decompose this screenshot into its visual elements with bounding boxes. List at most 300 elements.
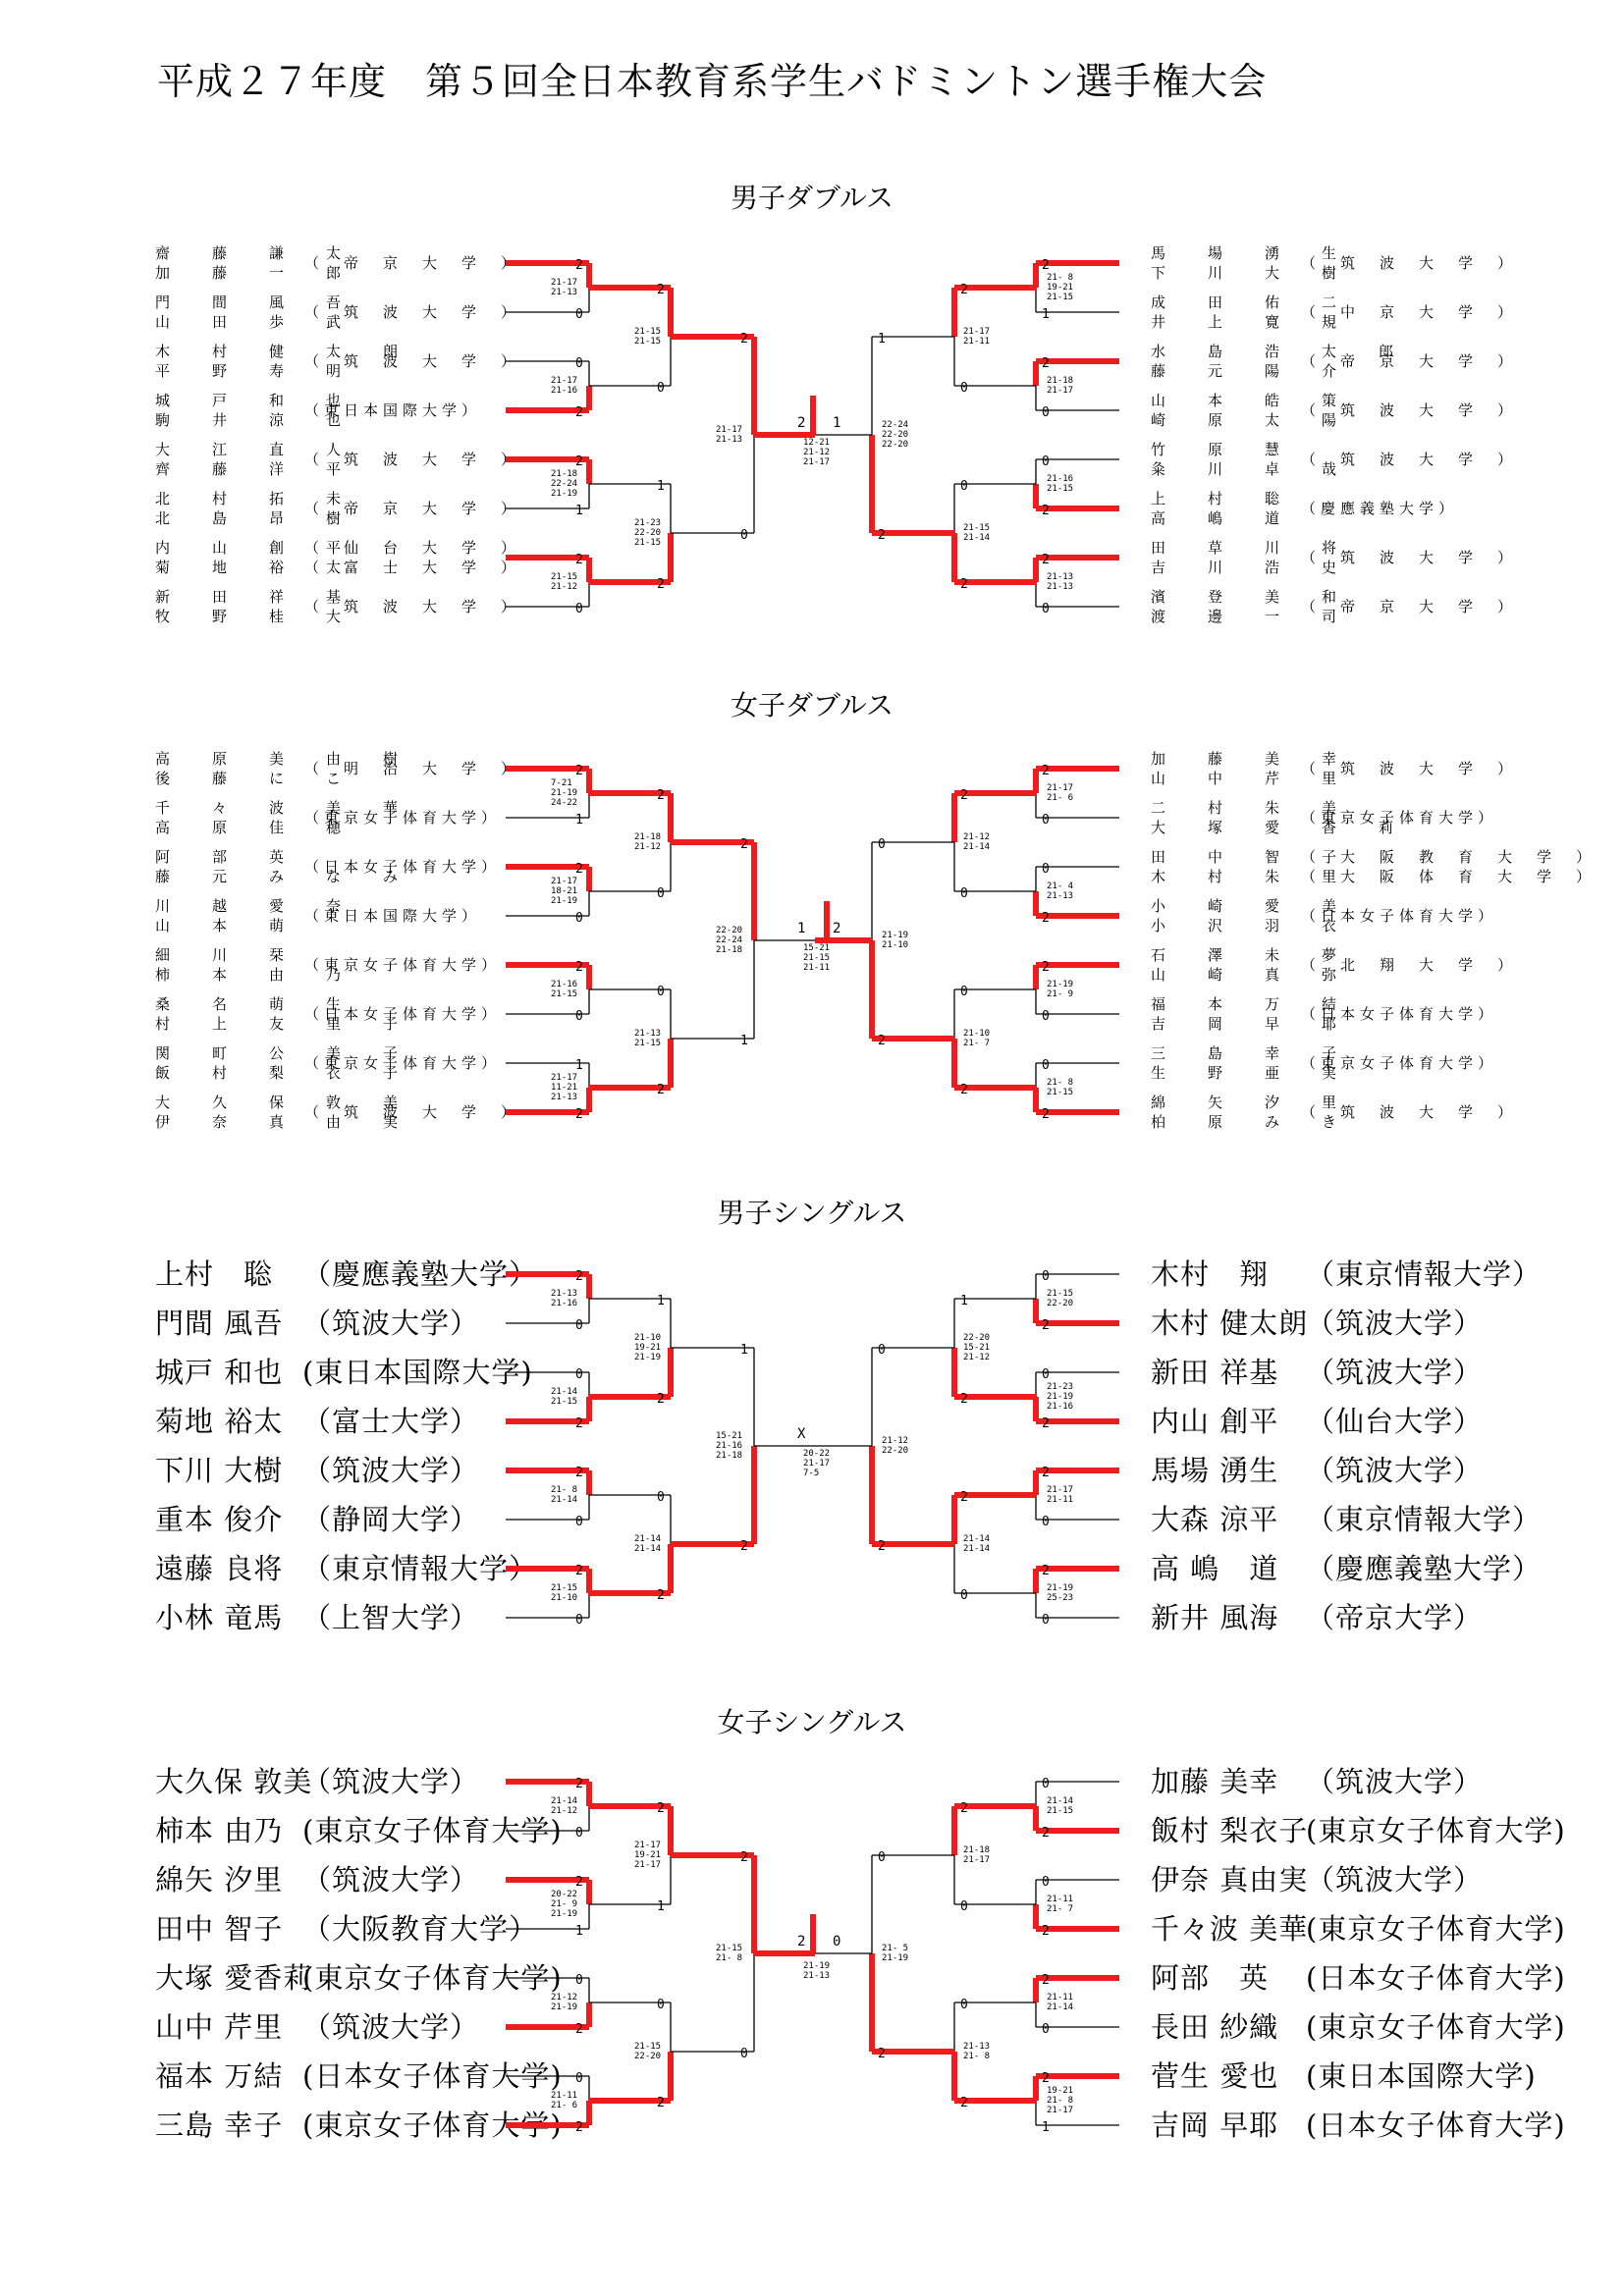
games-won: 2 bbox=[1042, 258, 1050, 273]
games-won: 2 bbox=[1042, 911, 1050, 926]
match-score: 21-13 bbox=[963, 2042, 991, 2052]
player-name: 石 澤 未 夢 bbox=[1151, 946, 1351, 964]
games-won: 0 bbox=[740, 528, 748, 543]
player-name: 小林 竜馬 bbox=[155, 1601, 284, 1634]
match-score: 21-19 bbox=[882, 931, 909, 940]
games-won: 0 bbox=[878, 837, 886, 852]
match-score: 21- 8 bbox=[1047, 2096, 1074, 2106]
final-score: 21-19 bbox=[803, 1961, 831, 1971]
player-name: 綿矢 汐里 bbox=[155, 1863, 284, 1896]
player-name: 重本 俊介 bbox=[155, 1503, 284, 1536]
match-score: 20-22 bbox=[551, 1890, 578, 1899]
match-score: 21-19 bbox=[1047, 1583, 1074, 1593]
games-won: 0 bbox=[1042, 454, 1050, 469]
final-score: 21-15 bbox=[803, 953, 831, 963]
games-won: 2 bbox=[575, 764, 583, 778]
games-won: 2 bbox=[1042, 764, 1050, 778]
match-score: 21-19 bbox=[551, 1909, 578, 1919]
games-won: 2 bbox=[575, 553, 583, 567]
player-name: 井 上 寛 規 bbox=[1151, 313, 1351, 331]
match-score: 21-11 bbox=[551, 2091, 578, 2101]
player-name: 城 戸 和 也 bbox=[155, 392, 355, 409]
match-score: 21-15 bbox=[551, 989, 578, 999]
player-name: 下 川 大 樹 bbox=[1151, 264, 1351, 282]
games-won: 0 bbox=[878, 1343, 886, 1358]
school-name: （東京情報大学） bbox=[1306, 1257, 1543, 1291]
page-title: 平成２７年度 第５回全日本教育系学生バドミントン選手権大会 bbox=[157, 60, 1268, 103]
school-name: （ 筑 波 大 学 ） bbox=[304, 451, 521, 468]
games-won: 2 bbox=[575, 1416, 583, 1431]
player-name: 門間 風吾 bbox=[155, 1307, 284, 1340]
games-won: 2 bbox=[1042, 1564, 1050, 1578]
school-name: （静岡大学） bbox=[302, 1503, 480, 1536]
games-won: 0 bbox=[960, 1998, 968, 2012]
games-won: 0 bbox=[1042, 405, 1050, 420]
player-name: 藤 元 陽 介 bbox=[1151, 362, 1351, 380]
match-score: 21-11 bbox=[1047, 1993, 1074, 2002]
match-score: 21-18 bbox=[634, 832, 662, 842]
match-score: 25-23 bbox=[1047, 1593, 1074, 1603]
match-score: 21-15 bbox=[551, 1397, 578, 1407]
games-won: 2 bbox=[657, 1588, 665, 1603]
games-won: 2 bbox=[960, 1392, 968, 1407]
player-name: 濱 登 美 和 bbox=[1151, 588, 1351, 606]
match-score: 21-13 bbox=[1047, 891, 1074, 901]
player-name: 木 村 健 太 朗 bbox=[155, 343, 412, 360]
player-name: 山 本 萌 bbox=[155, 917, 298, 934]
player-name: 高 嶋 道 bbox=[1151, 1552, 1279, 1585]
school-name: （ 中 京 大 学 ） bbox=[1301, 303, 1518, 321]
match-score: 21-10 bbox=[634, 1333, 662, 1343]
match-score: 21-13 bbox=[716, 435, 743, 445]
school-name: （筑波大学） bbox=[1306, 1454, 1484, 1487]
games-won: 2 bbox=[1042, 1826, 1050, 1841]
match-score: 21-15 bbox=[634, 1039, 662, 1048]
player-name: 山 崎 真 弥 bbox=[1151, 966, 1351, 984]
games-won: 2 bbox=[575, 2022, 583, 2037]
school-name: （東京女子体育大学） bbox=[1301, 1054, 1498, 1072]
player-name: 村 上 友 里 子 bbox=[155, 1015, 412, 1033]
match-score: 21-17 bbox=[1047, 1485, 1074, 1495]
school-name: （東日本国際大学） bbox=[304, 401, 482, 419]
player-name: 渡 邊 一 司 bbox=[1151, 608, 1351, 625]
match-score: 22-20 bbox=[634, 528, 662, 538]
player-name: 齋 藤 謙 太 bbox=[155, 244, 355, 262]
games-won: 0 bbox=[575, 1613, 583, 1628]
match-score: 21-14 bbox=[634, 1534, 662, 1544]
school-name: （ 筑 波 大 学 ） bbox=[1301, 760, 1518, 777]
player-name: 竹 原 慧 bbox=[1151, 441, 1294, 458]
match-score: 19-21 bbox=[634, 1850, 662, 1860]
games-won: 2 bbox=[657, 577, 665, 592]
player-name: 加 藤 一 郎 bbox=[155, 264, 355, 282]
school-name: （ 北 翔 大 学 ） bbox=[1301, 956, 1518, 974]
school-name: （筑波大学） bbox=[302, 1863, 480, 1896]
games-won: 1 bbox=[575, 813, 583, 828]
match-score: 21-14 bbox=[1047, 1796, 1074, 1806]
school-name: (東京女子体育大学) bbox=[302, 1814, 563, 1847]
school-name: （ 仙 台 大 学 ） bbox=[304, 539, 521, 557]
match-score: 21- 7 bbox=[1047, 1904, 1074, 1914]
match-score: 21-11 bbox=[1047, 1495, 1074, 1505]
games-won: 0 bbox=[960, 985, 968, 999]
player-name: 大塚 愛香莉 bbox=[155, 1961, 313, 1995]
player-name: 高 原 美 由 樹 bbox=[155, 750, 412, 768]
games-won: 0 bbox=[1042, 1515, 1050, 1529]
match-score: 21-16 bbox=[1047, 474, 1074, 484]
match-score: 21-15 bbox=[551, 1583, 578, 1593]
player-name: 福 本 万 結 bbox=[1151, 995, 1351, 1013]
player-name: 飯 村 梨 衣 子 bbox=[155, 1064, 412, 1082]
games-won: 0 bbox=[575, 1973, 583, 1988]
games-won: 0 bbox=[575, 1826, 583, 1841]
player-name: 柿 本 由 乃 bbox=[155, 966, 355, 984]
school-name: （ 筑 波 大 学 ） bbox=[1301, 254, 1518, 272]
school-name: （筑波大学） bbox=[1306, 1307, 1484, 1340]
player-name: 木村 翔 bbox=[1151, 1257, 1270, 1291]
match-score: 21-17 bbox=[1047, 2106, 1074, 2115]
final-score: 21-12 bbox=[803, 448, 831, 457]
player-name: 新井 風海 bbox=[1151, 1601, 1279, 1634]
school-name: (東京女子体育大学) bbox=[1306, 1814, 1566, 1847]
player-name: 阿 部 英 bbox=[155, 848, 298, 866]
games-won: 0 bbox=[1042, 1009, 1050, 1024]
games-won: 0 bbox=[960, 886, 968, 901]
games-won: 0 bbox=[960, 381, 968, 396]
match-score: 21-16 bbox=[716, 1441, 743, 1451]
match-score: 21-15 bbox=[1047, 1088, 1074, 1097]
school-name: （東京女子体育大学） bbox=[304, 809, 502, 827]
school-name: （ 筑 波 大 学 ） bbox=[1301, 451, 1518, 468]
match-score: 22-20 bbox=[882, 430, 909, 440]
match-score: 21-17 bbox=[551, 1073, 578, 1083]
match-score: 22-20 bbox=[963, 1333, 991, 1343]
match-score: 21-19 bbox=[551, 788, 578, 798]
match-score: 21-12 bbox=[882, 1436, 909, 1446]
games-won: 0 bbox=[657, 1490, 665, 1505]
player-name: 高 原 佳 穂 bbox=[155, 819, 355, 836]
school-name: （筑波大学） bbox=[302, 1307, 480, 1340]
section-title: 男子ダブルス bbox=[730, 182, 894, 214]
school-name: （ 帝 京 大 学 ） bbox=[304, 254, 521, 272]
school-name: (東京女子体育大学) bbox=[1306, 2010, 1566, 2044]
match-score: 21-12 bbox=[963, 832, 991, 842]
match-score: 21-13 bbox=[1047, 572, 1074, 582]
match-score: 22-20 bbox=[1047, 1299, 1074, 1308]
final-score: 21-13 bbox=[803, 1971, 831, 1981]
player-name: 水 島 浩 太 郎 bbox=[1151, 343, 1408, 360]
school-name: (日本女子体育大学) bbox=[302, 2059, 563, 2093]
match-score: 21-17 bbox=[1047, 783, 1074, 793]
match-score: 21-11 bbox=[963, 337, 991, 347]
school-name: （筑波大学） bbox=[1306, 1863, 1484, 1896]
games-won: 0 bbox=[575, 356, 583, 371]
match-score: 21- 9 bbox=[551, 1899, 578, 1909]
player-name: 大久保 敦美 bbox=[155, 1765, 313, 1798]
match-score: 21-17 bbox=[551, 278, 578, 288]
games-won: 1 bbox=[878, 332, 886, 347]
games-won: 2 bbox=[575, 2120, 583, 2135]
match-score: 21-17 bbox=[634, 1860, 662, 1870]
school-name: （筑波大学） bbox=[1306, 1765, 1484, 1798]
match-score: 22-20 bbox=[882, 1446, 909, 1456]
match-score: 21-18 bbox=[716, 945, 743, 955]
player-name: 大 久 保 敦 美 bbox=[155, 1094, 412, 1111]
match-score: 21-15 bbox=[634, 337, 662, 347]
player-name: 高 嶋 道 bbox=[1151, 509, 1294, 527]
school-name: （日本女子体育大学） bbox=[304, 858, 502, 876]
match-score: 21-14 bbox=[963, 1534, 991, 1544]
match-score: 21-18 bbox=[963, 1845, 991, 1855]
school-name: (東京女子体育大学) bbox=[302, 1961, 563, 1995]
games-won: 2 bbox=[960, 1801, 968, 1816]
match-score: 21-10 bbox=[963, 1029, 991, 1039]
player-name: 新田 祥基 bbox=[1151, 1356, 1279, 1389]
school-name: （ 大 阪 体 育 大 学 ） bbox=[1301, 868, 1597, 885]
games-won: 0 bbox=[1042, 1367, 1050, 1382]
player-name: 菅生 愛也 bbox=[1151, 2059, 1279, 2093]
final-score: 12-21 bbox=[803, 438, 831, 448]
match-score: 21-17 bbox=[551, 376, 578, 386]
games-won: 0 bbox=[740, 2047, 748, 2061]
match-score: 21-15 bbox=[1047, 484, 1074, 494]
school-name: （筑波大学） bbox=[302, 1454, 480, 1487]
games-won: 2 bbox=[575, 960, 583, 975]
games-won: 2 bbox=[878, 1034, 886, 1048]
player-name: 伊 奈 真 由 実 bbox=[155, 1113, 412, 1131]
games-won: 2 bbox=[740, 1850, 748, 1865]
match-score: 21-11 bbox=[1047, 1895, 1074, 1904]
games-won: 2 bbox=[960, 1083, 968, 1097]
player-name: 長田 紗織 bbox=[1151, 2010, 1279, 2044]
games-won: 0 bbox=[575, 307, 583, 322]
school-name: （ 明 治 大 学 ） bbox=[304, 760, 521, 777]
player-name: 藤 元 み な み bbox=[155, 868, 412, 885]
player-name: 桑 名 萌 生 bbox=[155, 995, 355, 1013]
match-score: 21-19 bbox=[551, 489, 578, 499]
player-name: 北 島 昂 樹 bbox=[155, 509, 355, 527]
games-won: 0 bbox=[1042, 1058, 1050, 1073]
match-score: 11-21 bbox=[551, 1083, 578, 1093]
player-name: 大 塚 愛 香 莉 bbox=[1151, 819, 1408, 836]
games-won: 2 bbox=[1042, 960, 1050, 975]
games-won: 2 bbox=[575, 1269, 583, 1284]
player-name: 阿部 英 bbox=[1151, 1961, 1270, 1995]
games-won: 2 bbox=[1042, 1973, 1050, 1988]
games-won: 0 bbox=[657, 381, 665, 396]
games-won: 2 bbox=[1042, 553, 1050, 567]
match-score: 19-21 bbox=[1047, 2086, 1074, 2096]
games-won: 1 bbox=[657, 479, 665, 494]
player-name: 遠藤 良将 bbox=[155, 1552, 284, 1585]
games-won: 2 bbox=[1042, 504, 1050, 518]
match-score: 21-16 bbox=[1047, 1402, 1074, 1412]
match-score: 21-15 bbox=[963, 523, 991, 533]
match-score: 21-19 bbox=[1047, 1392, 1074, 1402]
player-name: 生 野 亜 実 bbox=[1151, 1064, 1351, 1082]
final-games: 2 bbox=[797, 1934, 806, 1949]
player-name: 新 田 祥 基 bbox=[155, 588, 355, 606]
match-score: 21-15 bbox=[634, 327, 662, 337]
player-name: 山 本 皓 策 bbox=[1151, 392, 1351, 409]
player-name: 川 越 愛 奈 bbox=[155, 897, 355, 915]
match-score: 21-13 bbox=[551, 1289, 578, 1299]
player-name: 二 村 朱 美 bbox=[1151, 799, 1351, 817]
school-name: （ 帝 京 大 学 ） bbox=[1301, 352, 1518, 370]
games-won: 2 bbox=[575, 1564, 583, 1578]
games-won: 2 bbox=[657, 1392, 665, 1407]
school-name: （ 帝 京 大 学 ） bbox=[304, 500, 521, 517]
match-score: 21-23 bbox=[634, 518, 662, 528]
school-name: （ 筑 波 大 学 ） bbox=[304, 303, 521, 321]
games-won: 2 bbox=[575, 1875, 583, 1890]
match-score: 21-19 bbox=[551, 896, 578, 906]
school-name: （ 筑 波 大 学 ） bbox=[1301, 1103, 1518, 1121]
games-won: 0 bbox=[960, 1588, 968, 1603]
final-games: 1 bbox=[797, 921, 806, 936]
games-won: 2 bbox=[740, 837, 748, 852]
match-score: 19-21 bbox=[634, 1343, 662, 1353]
games-won: 0 bbox=[1042, 1269, 1050, 1284]
player-name: 上 村 聡 bbox=[1151, 490, 1294, 507]
match-score: 21-14 bbox=[551, 1796, 578, 1806]
match-score: 21-16 bbox=[551, 980, 578, 989]
match-score: 21- 6 bbox=[1047, 793, 1074, 803]
games-won: 2 bbox=[657, 1801, 665, 1816]
games-won: 1 bbox=[960, 1294, 968, 1308]
player-name: 加 藤 美 幸 bbox=[1151, 750, 1351, 768]
games-won: 2 bbox=[1042, 1416, 1050, 1431]
player-name: 牧 野 桂 大 bbox=[155, 608, 355, 625]
games-won: 2 bbox=[575, 405, 583, 420]
player-name: 上村 聡 bbox=[155, 1257, 274, 1291]
final-games: 1 bbox=[833, 415, 841, 431]
final-score: 15-21 bbox=[803, 943, 831, 953]
player-name: 平 野 寿 明 bbox=[155, 362, 355, 380]
player-name: 飯村 梨衣子 bbox=[1151, 1814, 1309, 1847]
match-score: 21-16 bbox=[551, 386, 578, 396]
player-name: 門 間 風 吾 bbox=[155, 294, 355, 311]
games-won: 0 bbox=[657, 985, 665, 999]
player-name: 山 中 芹 里 bbox=[1151, 770, 1351, 787]
school-name: （慶應義塾大学） bbox=[1306, 1552, 1543, 1585]
player-name: 菊地 裕太 bbox=[155, 1405, 284, 1438]
school-name: （日本女子体育大学） bbox=[304, 1005, 502, 1023]
games-won: 0 bbox=[1042, 1875, 1050, 1890]
match-score: 22-20 bbox=[882, 440, 909, 450]
player-name: 吉岡 早耶 bbox=[1151, 2109, 1279, 2142]
match-score: 21-17 bbox=[963, 327, 991, 337]
player-name: 内 山 創 平 bbox=[155, 539, 355, 557]
school-name: （帝京大学） bbox=[1306, 1601, 1484, 1634]
match-score: 21-17 bbox=[1047, 386, 1074, 396]
match-score: 24-22 bbox=[551, 798, 578, 808]
match-score: 21-14 bbox=[963, 533, 991, 543]
match-score: 21-14 bbox=[963, 842, 991, 852]
games-won: 2 bbox=[740, 1539, 748, 1554]
match-score: 21- 8 bbox=[716, 1953, 743, 1963]
match-score: 21-19 bbox=[882, 1953, 909, 1963]
school-name: （ 筑 波 大 学 ） bbox=[304, 598, 521, 615]
school-name: (東日本国際大学) bbox=[1306, 2059, 1537, 2093]
match-score: 21-12 bbox=[551, 582, 578, 592]
school-name: （富士大学） bbox=[302, 1405, 480, 1438]
school-name: （ 筑 波 大 学 ） bbox=[304, 352, 521, 370]
section-title: 女子ダブルス bbox=[730, 689, 894, 721]
games-won: 2 bbox=[960, 283, 968, 297]
player-name: 粂 川 卓 哉 bbox=[1151, 460, 1351, 478]
player-name: 関 町 公 美 子 bbox=[155, 1044, 412, 1062]
final-score: 21-17 bbox=[803, 457, 831, 467]
games-won: 2 bbox=[878, 1539, 886, 1554]
player-name: 吉 川 浩 史 bbox=[1151, 559, 1351, 576]
player-name: 崎 原 太 陽 bbox=[1151, 411, 1351, 429]
games-won: 2 bbox=[740, 332, 748, 347]
games-won: 0 bbox=[575, 2071, 583, 2086]
final-games: 2 bbox=[797, 415, 806, 431]
match-score: 21- 9 bbox=[1047, 989, 1074, 999]
school-name: (日本女子体育大学) bbox=[1306, 1961, 1566, 1995]
player-name: 田 草 川 将 bbox=[1151, 539, 1351, 557]
match-score: 21-18 bbox=[1047, 376, 1074, 386]
player-name: 菊 地 裕 太 bbox=[155, 559, 355, 576]
school-name: （筑波大学） bbox=[302, 2010, 480, 2044]
player-name: 齊 藤 洋 平 bbox=[155, 460, 355, 478]
games-won: 2 bbox=[878, 528, 886, 543]
match-score: 21-17 bbox=[963, 1855, 991, 1865]
games-won: 0 bbox=[960, 1899, 968, 1914]
final-score: 20-22 bbox=[803, 1449, 831, 1459]
games-won: 2 bbox=[575, 1107, 583, 1122]
final-score: 21-11 bbox=[803, 963, 831, 973]
school-name: （慶應義塾大学） bbox=[1301, 500, 1459, 517]
player-name: 下川 大樹 bbox=[155, 1454, 284, 1487]
games-won: 1 bbox=[740, 1034, 748, 1048]
match-score: 21-16 bbox=[551, 1299, 578, 1308]
games-won: 0 bbox=[1042, 2022, 1050, 2037]
games-won: 2 bbox=[575, 454, 583, 469]
match-score: 21- 8 bbox=[1047, 1078, 1074, 1088]
games-won: 0 bbox=[657, 886, 665, 901]
match-score: 21-13 bbox=[634, 1029, 662, 1039]
games-won: 0 bbox=[960, 479, 968, 494]
player-name: 大森 涼平 bbox=[1151, 1503, 1279, 1536]
games-won: 2 bbox=[575, 1466, 583, 1480]
games-won: 2 bbox=[575, 258, 583, 273]
school-name: （ 大 阪 教 育 大 学 ） bbox=[1301, 848, 1597, 866]
games-won: 2 bbox=[1042, 1318, 1050, 1333]
school-name: （ 帝 京 大 学 ） bbox=[1301, 598, 1518, 615]
games-won: 0 bbox=[575, 911, 583, 926]
games-won: 1 bbox=[740, 1343, 748, 1358]
school-name: （東京情報大学） bbox=[302, 1552, 539, 1585]
player-name: 千 々 波 美 華 bbox=[155, 799, 412, 817]
match-score: 21-14 bbox=[634, 1544, 662, 1554]
match-score: 21-15 bbox=[1047, 1806, 1074, 1816]
games-won: 1 bbox=[575, 1924, 583, 1939]
match-score: 15-21 bbox=[716, 1431, 743, 1441]
games-won: 2 bbox=[575, 1777, 583, 1791]
games-won: 2 bbox=[1042, 356, 1050, 371]
player-name: 柿本 由乃 bbox=[155, 1814, 284, 1847]
games-won: 1 bbox=[575, 504, 583, 518]
final-score: 21-17 bbox=[803, 1459, 831, 1468]
match-score: 21-15 bbox=[551, 572, 578, 582]
match-score: 21-13 bbox=[1047, 582, 1074, 592]
player-name: 細 川 栞 bbox=[155, 946, 298, 964]
games-won: 0 bbox=[1042, 813, 1050, 828]
games-won: 1 bbox=[575, 1058, 583, 1073]
